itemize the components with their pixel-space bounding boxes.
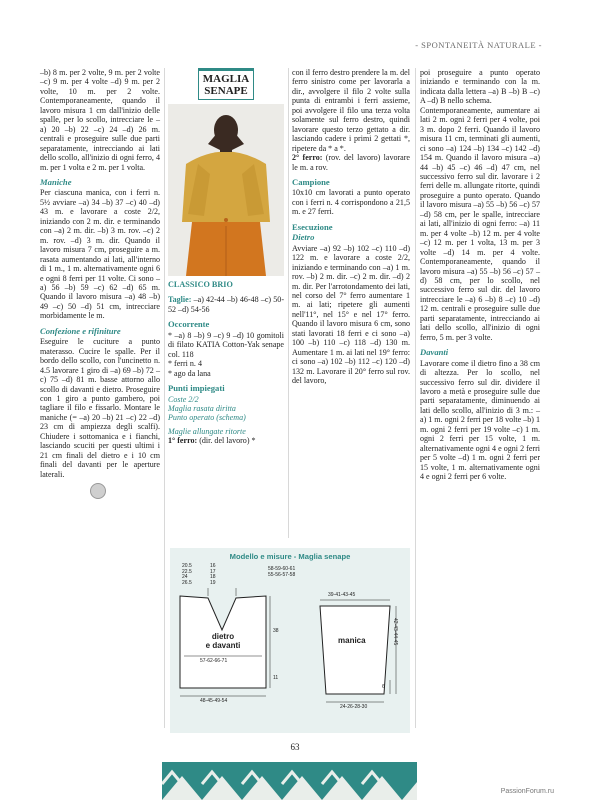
column-2	[168, 68, 284, 446]
label-cuff-height: 6	[382, 684, 385, 690]
label-sleeve-length: 42-43-44-45	[392, 618, 398, 646]
schematic-diagram	[170, 548, 410, 733]
label-hem-width: 48-45-49-54	[200, 698, 228, 704]
gauge-heading: Campione	[292, 176, 330, 187]
pattern-title	[198, 68, 254, 100]
materials-needle: * ago da lana	[168, 368, 211, 378]
yarn-ball-icon	[90, 483, 106, 499]
column-divider	[164, 68, 165, 728]
row1-label: 1° ferro:	[168, 436, 198, 446]
gauge-text: 10x10 cm lavorati a punto operato con i ferri n. 4 corrispondono a 21,5 m. e 27 ferri.	[292, 188, 410, 217]
materials-needles: * ferri n. 4	[168, 359, 202, 369]
column-divider	[415, 68, 416, 728]
total-length-labels	[268, 566, 295, 578]
sizes-values: –a) 42-44 –b) 46-48 –c) 50-52 –d) 54-56	[168, 295, 285, 314]
back-neckline-text: –b) 8 m. per 2 volte, 9 m. per 2 volte –c) 9 m. per 4 volte –d) 9 m. per 2 volte, 10 m. per 2 volte. Contemporaneamente, quando il lavoro misura 1 cm dall'inizio delle spalle, per lo scollo, intrecciare le –a) 20 –b) 22 –c) 24 –d) 26 m. centrali e proseguire sulle due parti separatamente, intrecciando ai lati dello scollo, all'inizio di ogni ferro, 4 m. per 1 volta e 2 m. per 1 volta.	[40, 68, 160, 172]
model-photo	[168, 104, 284, 276]
stitch-pattern: Punto operato (schema)	[168, 413, 246, 423]
diagram-title: Modello e misure - Maglia senape	[229, 552, 351, 561]
label-tr2: 17	[210, 568, 216, 575]
front-heading: Davanti	[420, 347, 449, 358]
label-tr3: 18	[210, 574, 216, 580]
model-photo-illustration	[168, 104, 284, 276]
sleeves-text: Per ciascuna manica, con i ferri n. 5½ avviare –a) 34 –b) 37 –c) 40 –d) 43 m. e lavorare a coste 2/2, iniziando con 2 m. dir. e terminando con –a) 2 m. dir. –b) 3 m. rov. –c) 2 m. rov. –d) 3 m. dir. Quando il lavoro misura 7 cm, proseguire a m. rasata aumentando ai lati, all'interno di 1 m., 1 m. alternativamente ogni 6 e ogni 8 ferri per 11 volte. Ci sono –a) 56 –b) 59 –c) 62 –d) 65 m. Quando il lavoro misura –a) 48 –b) 49 –c) 50 –d) 51 cm, intrecciare morbidamente le m.	[40, 188, 160, 321]
label-chest-width: 57-62-66-71	[200, 658, 228, 664]
stitches-heading: Punti impiegati	[168, 383, 225, 394]
column-3	[292, 68, 410, 386]
label-38: 38	[273, 628, 279, 634]
watermark: PassionForum.ru	[500, 788, 554, 795]
body-label-1: dietro	[211, 632, 235, 641]
label-tl4: 26.5	[182, 579, 192, 586]
back-continued: poi proseguire a punto operato iniziando e terminando con la m. indicata dalla lettera –a) B –b) B –c) A –d) B nello schema.	[420, 68, 540, 106]
finishing-text: Eseguire le cuciture a punto materasso. Cucire le spalle. Per il bordo dello scollo, con l'uncinetto n. 4.5 lavorare 1 giro di –a) 69 –b) 72 –c) 75 –d) 81 m. basse attorno allo scollo di davanti e dietro. Proseguire con 1 giro a punto gambero, poi tagliare il filo e fissarlo. Montare le maniche (= –a) 20 –b) 21 –c) 22 –d) 23 cm di ampiezza degli scalfi). Chiudere i sottomanica e i fianchi, lasciando scuciti per questi ultimi i 21 cm finali del dietro e i 10 cm finali del davanti per le aperture laterali.	[40, 337, 160, 479]
front-text: Lavorare come il dietro fino a 38 cm di altezza. Per lo scollo, nel successivo ferro sul dir. dividere il lavoro a metà e proseguire sulle due parti separatamente, diminuendo ai lati dello scollo, all'inizio di 3 m.: –a) 1 m. ogni 2 ferri per 18 volte –b) 1 m. ogni 2 ferri per 19 volte –c) 1 m. ogni 2 ferri per 15 volte, 1 m. alternativamente ogni 4 e ogni 2 ferri per 5 volte –d) 1 m. ogni 2 ferri per 15 volte, 1 m. alternativamente ogni 4 e ogni 2 ferri per 6 volte.	[420, 358, 540, 482]
stitch-stockinette: Maglia rasata diritta	[168, 403, 236, 413]
sizes-label: Taglie:	[168, 295, 192, 305]
title-line-2: SENAPE	[204, 85, 248, 97]
elongated-stitch-title: Maglie allungate ritorte	[168, 426, 246, 436]
row1-text: (dir. del lavoro) *	[199, 436, 256, 446]
label-tl1: 20.5	[182, 563, 192, 569]
materials-heading: Occorrente	[168, 319, 210, 330]
sleeves-heading: Maniche	[40, 176, 72, 187]
row1-continued: con il ferro destro prendere la m. del ferro sinistro come per lavorarla a dir., avvolgere il filo 2 volte sulla punta di entrambi i ferri assieme, poi avvolgere il filo una terza volta solamente sul ferro destro, quindi lavorare questo terzo gettato a dir. lasciando cadere i primi 2 gettati *, ripetere da * a *.	[292, 68, 410, 153]
column-4	[420, 68, 540, 481]
knit-pattern-band	[162, 762, 417, 800]
label-sh2: 55-56-57-58	[268, 572, 296, 578]
back-heading: Dietro	[292, 232, 315, 243]
back-shaping-text: Contemporaneamente, aumentare ai lati 2 m. ogni 2 ferri per 4 volte, poi 3 m. dopo 2 ferri. Quando il lavoro misura 11 cm, terminati gli aumenti, ci sono –a) 124 –b) 134 –c) 142 –d) 154 m. Quando il lavoro misura –a) 44 –b) 45 –c) 46 –d) 47 cm, nel successivo ferro sul dir. lavorare i 2 ferri delle m. allungate ritorte, quindi proseguire a punto operato. Quando il lavoro misura –a) 55 –b) 56 –c) 57 –d) 58 cm, per le spalle, intrecciare ai lati, all'inizio di ogni ferro: –a) 11 m. per 4 volte –b) 12 m. per 4 volte –c) 12 m. per 1 volta, 13 m. per 3 volte –d) 14 m. per 4 volte. Contemporaneamente, quando il lavoro misura –a) 55 –b) 56 –c) 57 –d) 58 cm, per lo scollo, nel successivo ferro sul dir. del lavoro intrecciare le –a) 6 –b) 8 –c) 10 –d) 12 m. centrali e proseguire sulle due parti separatamente, intrecciando ai lati dello scollo, all'inizio di ogni ferro, 5 m. per 3 volte.	[420, 105, 540, 342]
sizes-line	[168, 295, 284, 314]
body-label	[200, 632, 246, 650]
label-sleeve-top: 39-41-43-45	[328, 592, 356, 598]
back-text: Avviare –a) 92 –b) 102 –c) 110 –d) 122 m. e lavorare a coste 2/2, iniziando e terminando con –a) 1 m. rov. –b) 2 m. dir. –c) 2 m. dir. –d) 2 m. dir. Per l'arrotondamento dei lati, nel corso del 7° ferro aumentare 1 m. ai lati; ripetere gli aumenti nell'11°, nel 15° e nel 17° ferro. Quando il lavoro misura 6 cm, sono stati lavorati 18 ferri e ci sono –a) 100 –b) 110 –c) 118 –d) 130 m. Aumentare 1 m. ai lati nel 19° ferro: ci sono –a) 102 –b) 112 –c) 120 –d) 132 m. Lavorare il 20° ferro sul rov. del lavoro,	[292, 243, 410, 386]
column-divider	[288, 68, 289, 538]
label-sh1: 58-59-60-61	[268, 566, 296, 572]
label-11: 11	[273, 675, 279, 681]
stitch-ribbing: Coste 2/2	[168, 394, 199, 404]
column-1	[40, 68, 160, 499]
pattern-subtitle: CLASSICO BRIO	[168, 280, 233, 289]
instructions-heading: Esecuzione	[292, 221, 333, 232]
label-tl3: 24	[182, 574, 188, 580]
materials-yarn: * –a) 8 –b) 9 –c) 9 –d) 10 gomitoli di filato KATIA Cotton-Yak senape col. 118	[168, 330, 284, 359]
row2-label: 2° ferro:	[292, 153, 323, 163]
page-number: 63	[290, 742, 300, 752]
title-line-1: MAGLIA	[202, 73, 250, 85]
shoulder-width-labels	[210, 564, 216, 586]
row1-line	[168, 436, 284, 445]
page-header: - SPONTANEITÀ NATURALE -	[415, 40, 542, 50]
label-tl2: 22.5	[182, 568, 192, 575]
sleeve-label: manica	[338, 636, 366, 645]
neck-depth-labels	[182, 564, 192, 586]
row2-text: (rov. del lavoro) lavorare le m. a rov.	[292, 153, 410, 172]
body-label-2: e davanti	[205, 641, 241, 650]
label-tr4: 19	[210, 579, 216, 586]
row2-line	[292, 153, 410, 172]
finishing-heading: Confezione e rifiniture	[40, 325, 121, 336]
label-tr1: 16	[210, 563, 216, 569]
label-cuff-width: 24-26-28-30	[340, 704, 368, 710]
